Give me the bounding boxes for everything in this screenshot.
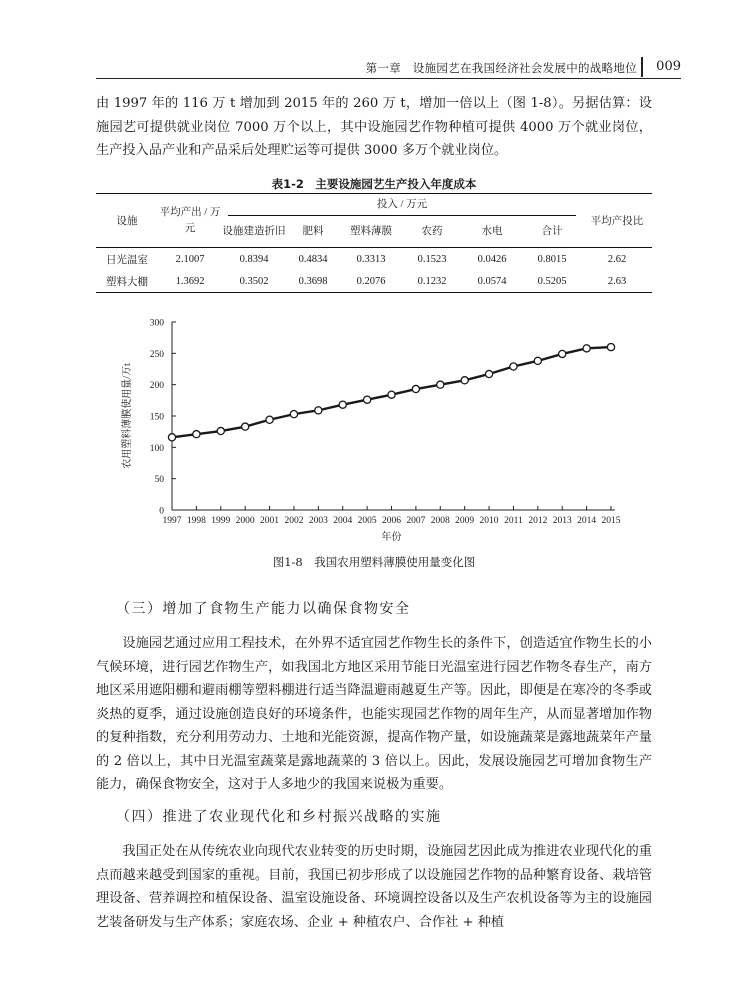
- data-point: [217, 427, 224, 434]
- chart-svg: [96, 310, 652, 550]
- data-point: [485, 370, 492, 377]
- x-tick-label: 2014: [577, 516, 597, 526]
- running-title: 第一章 设施园艺在我国经济社会发展中的战略地位: [365, 61, 637, 75]
- data-point: [412, 385, 419, 392]
- col-depreciation: 设施建造折旧: [222, 216, 286, 248]
- section-body: 我国正处在从传统农业向现代农业转变的历史时期，设施园艺因此成为推进农业现代化的重点而越来越受到国家的重视。目前，我国已初步形成了以设施园艺作物的品种繁育设备、栽培管理设备、营养调控和植保设备、温室设施设备、环境调控设备以及生产农机设备等为主的设施园艺装备研发与生产体系；家庭农场、企业 + 种植农户、合作社 + 种植: [96, 844, 652, 930]
- col-ratio: 平均产投比: [582, 194, 652, 248]
- y-tick-label: 150: [149, 412, 164, 423]
- col-pesticide: 农药: [402, 216, 462, 248]
- cell-facility: 塑料大棚: [96, 270, 158, 293]
- data-point: [583, 345, 590, 352]
- data-point: [266, 416, 273, 423]
- cell-input: 0.3313: [356, 253, 386, 265]
- y-tick-label: 250: [149, 349, 164, 360]
- x-tick-label: 1997: [162, 516, 182, 526]
- col-total: 合计: [522, 216, 582, 248]
- data-point: [437, 381, 444, 388]
- cell-input: 0.2076: [340, 270, 402, 293]
- data-point: [168, 434, 175, 441]
- x-tick-label: 2008: [430, 516, 450, 526]
- data-point: [461, 377, 468, 384]
- section-body: 设施园艺通过应用工程技术，在外界不适宜园艺作物生长的条件下，创造适宜作物生长的小气候环境，进行园艺作物生产，如我国北方地区采用节能日光温室进行园艺作物冬春生产，南方地区采用遮阳棚和避雨棚等塑料棚进行适当降温避雨越夏生产等。因此，即便是在寒冷的冬季或炎热的夏季，通过设施创造良好的环境条件，也能实现园艺作物的周年生产，从而显著增加作物的复种指数，充分利用劳动力、土地和光能资源，提高作物产量，如设施蔬菜是露地蔬菜年产量的 2 倍以上，其中日光温室蔬菜是露地蔬菜的 3 倍以上。因此，发展设施园艺可增加食物生产能力，确保食物安全，这对于人多地少的我国来说极为重要。: [96, 636, 652, 792]
- figure-caption: 图1-8 我国农用塑料薄膜使用量变化图: [272, 555, 476, 569]
- data-point: [290, 411, 297, 418]
- x-tick-label: 2006: [382, 516, 401, 526]
- x-tick-label: 2013: [552, 516, 572, 526]
- x-tick-label: 2015: [601, 516, 621, 526]
- col-facility: 设施: [96, 194, 158, 248]
- col-avg-output: 平均产出 / 万元: [158, 194, 222, 248]
- x-tick-label: 2000: [235, 516, 255, 526]
- data-point: [193, 431, 200, 438]
- x-tick-label: 1998: [186, 516, 206, 526]
- cell-ratio: 2.62: [607, 253, 627, 265]
- cell-input: 0.1232: [402, 270, 462, 293]
- running-header: [96, 56, 681, 79]
- data-point: [559, 350, 566, 357]
- inputs-group-label: 投入 / 万元: [228, 194, 576, 216]
- col-utilities: 水电: [462, 216, 522, 248]
- cell-input: 0.0426: [477, 253, 507, 265]
- x-axis-label: 年份: [381, 532, 402, 543]
- cell-input: 0.3502: [222, 270, 286, 293]
- cell-input: 0.8394: [239, 253, 269, 265]
- x-tick-label: 2011: [504, 516, 523, 526]
- y-tick-label: 0: [159, 506, 164, 517]
- x-tick-label: 2012: [528, 516, 548, 526]
- cell-input: 0.1523: [417, 253, 447, 265]
- y-tick-label: 300: [149, 318, 164, 329]
- cell-avg-output: 1.3692: [158, 270, 222, 293]
- data-point: [315, 407, 322, 414]
- table-caption: 表1-2 主要设施园艺生产投入年度成本: [271, 177, 477, 191]
- cell-ratio: 2.63: [582, 270, 652, 293]
- cell-input: 0.8015: [537, 253, 567, 265]
- cost-table: [96, 193, 652, 293]
- x-tick-label: 2004: [333, 516, 353, 526]
- cell-input: 0.3698: [286, 270, 340, 293]
- cell-input: 0.4834: [298, 253, 328, 265]
- x-tick-label: 2007: [406, 516, 426, 526]
- cell-facility: 日光温室: [106, 254, 148, 266]
- page-number: 009: [641, 57, 681, 77]
- data-point: [242, 423, 249, 430]
- x-tick-label: 2002: [284, 516, 304, 526]
- data-point: [388, 391, 395, 398]
- table-row: [96, 270, 652, 293]
- y-axis-label: 农用塑料薄膜使用量/万t: [122, 363, 133, 469]
- col-inputs-group: [222, 194, 582, 217]
- data-point: [510, 363, 517, 370]
- col-fertilizer: 肥料: [286, 216, 340, 248]
- x-tick-label: 2003: [308, 516, 328, 526]
- x-tick-label: 2005: [357, 516, 377, 526]
- section-heading: （三）增加了食物生产能力以确保食物安全: [116, 601, 411, 617]
- y-tick-label: 100: [149, 443, 164, 454]
- data-point: [534, 357, 541, 364]
- x-tick-label: 2009: [455, 516, 475, 526]
- col-plastic-film: 塑料薄膜: [340, 216, 402, 248]
- intro-paragraph: 由 1997 年的 116 万 t 增加到 2015 年的 260 万 t，增加一倍以上（图 1-8）。另据估算：设施园艺可提供就业岗位 7000 万个以上，其中设施园艺作物种植可提供 4000 万个就业岗位，生产投入品产业和产品采后处理贮运等可提供 3000 多万个就业岗位。: [96, 96, 652, 158]
- y-tick-label: 50: [154, 475, 164, 486]
- y-tick-label: 200: [149, 381, 164, 392]
- data-point: [364, 396, 371, 403]
- film-usage-chart: [96, 310, 652, 550]
- x-tick-label: 1999: [211, 516, 231, 526]
- section-heading: （四）推进了农业现代化和乡村振兴战略的实施: [116, 809, 442, 825]
- cell-avg-output: 2.1007: [175, 253, 205, 265]
- cell-input: 0.0574: [462, 270, 522, 293]
- cell-input: 0.5205: [522, 270, 582, 293]
- x-tick-label: 2010: [479, 516, 499, 526]
- table-row: [96, 248, 652, 271]
- data-point: [607, 343, 614, 350]
- x-tick-label: 2001: [260, 516, 280, 526]
- data-point: [339, 401, 346, 408]
